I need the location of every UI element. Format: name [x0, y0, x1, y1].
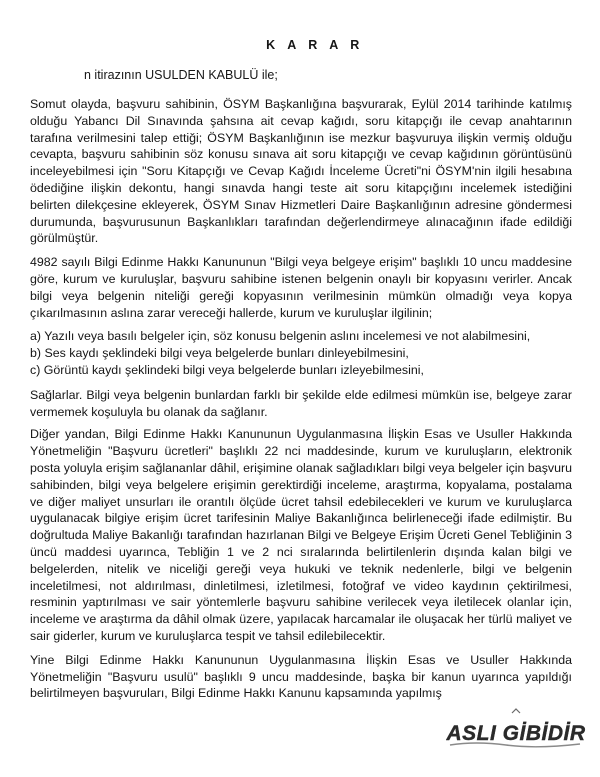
access-methods-list — [30, 328, 572, 378]
paragraph-3: Sağlarlar. Bilgi veya belgenin bunlardan farklı bir şekilde elde edilmesi mümkün ise, belgeye zarar vermemek koşuluyla bu olanak da sağlanır. — [30, 387, 572, 419]
decision-line: n itirazının USULDEN KABULÜ ile; — [84, 68, 278, 82]
paragraph-2: 4982 sayılı Bilgi Edinme Hakkı Kanununun "Bilgi veya belgeye erişim" başlıklı 10 uncu maddesine göre, kurum ve kuruluşlar, başvuru sahibine istenen belgenin onaylı bir kopyasını verirler. Ancak bilgi veya belgenin niteliği gereği kopyasının verilmesinin mümkün olmadığı veya kopya çıkarılmasının aslına zarar vereceği hallerde, kurum ve kuruluşlar ilgilinin; — [30, 255, 572, 320]
list-item: a) Yazılı veya basılı belgeler için, söz konusu belgenin aslını incelemesi ve not alabilmesini, — [30, 329, 531, 344]
paragraph-1: Somut olayda, başvuru sahibinin, ÖSYM Başkanlığına başvurarak, Eylül 2014 tarihinde katılmış olduğu Yabancı Dil Sınavında şahsına ait cevap kağıdı, soru kitapçığı ile cevap anahtarının tarafına verilmesini talep ettiği; ÖSYM Başkanlığının ise mezkur başvuruya ilişkin vermiş olduğu cevapta, başvuru sahibinin söz konusu sınava ait soru kitapçığı ve cevap kağıdının görüntüsünü inceleyebilmesi için "Soru Kitapçığı ve Cevap Kağıdı İnceleme Ücreti"ni ÖSYM'nin ilgili hesabına ödediğine ilişkin dekontu, hangi sınavda hangi teste ait soru kitapçığını incelemek istediğini belirten dilekçesine ekleyerek, ÖSYM Sınav Hizmetleri Daire Başkanlığının adresine göndermesi durumunda, başvurusunun Başkanlıkları tarafından değerlendirmeye alınacağının ifade edildiği görülmüştür. — [30, 97, 572, 246]
paragraph-4: Diğer yandan, Bilgi Edinme Hakkı Kanununun Uygulanmasına İlişkin Esas ve Usuller Hakkında Yönetmeliğin "Başvuru ücretleri" başlıklı 22 nci maddesinde, kurum ve kuruluşların, elektronik posta yoluyla erişim sağlananlar dâhil, erişimine olanak sağladıkları bilgi veya belgeler için başvuru sahibinden, bilgi veya belgelere erişimin gerektirdiği inceleme, araştırma, kopyalama, postalama ve diğer maliyet unsurları ile orantılı ölçüde ücret tahsil edebilecekleri ve kurum ve kuruluşlarca uygulanacak bilgiye erişim ücret tarifesinin Maliye Bakanlığınca belirleneceği ifade edilmiştir. Bu doğrultuda Maliye Bakanlığı tarafından hazırlanan Bilgi ve Belgeye Erişim Ücreti Genel Tebliğinin 3 üncü maddesi uyarınca, Tebliğin 1 ve 2 nci sıralarında belirtilenlerin dışında kalan bilgi ve belgelerden, nitelik ve niceliği gereği veya hukuki ve teknik nedenlerle, bilgi ve belgenin inceletilmesi, not aldırılması, dinletilmesi, izletilmesi, fotoğraf ve video kaydının çektirilmesi, resminin yaptırılması ve sair yöntemlerle başvuru sahibine verilecek veya iletilecek olanlar için, inceleme ve araştırma da dâhil olmak üzere, yapılacak harcamalar ile oluşacak her türlü maliyet ve sair giderler, kurum ve kuruluşlarca tespit ve tahsil edilebilecektir. — [30, 427, 572, 643]
document-title: K A R A R — [266, 38, 364, 52]
svg-text:ASLI GİBİDİR: ASLI GİBİDİR — [446, 722, 586, 745]
certified-copy-stamp — [446, 707, 586, 753]
document-body — [30, 96, 572, 702]
list-item: c) Görüntü kaydı şeklindeki bilgi veya belgelerde bunları izleyebilmesini, — [30, 362, 424, 377]
list-item: b) Ses kaydı şeklindeki bilgi veya belgelerde bunları dinleyebilmesini, — [30, 346, 409, 361]
paragraph-5: Yine Bilgi Edinme Hakkı Kanununun Uygulanmasına İlişkin Esas ve Usuller Hakkında Yönetmeliğin "Başvuru usulü" başlıklı 9 uncu maddesinde, başka bir kanun uyarınca yapıldığı belirtilmeyen başvuruları, Bilgi Edinme Hakkı Kanunu kapsamında yapılmış — [30, 652, 572, 701]
